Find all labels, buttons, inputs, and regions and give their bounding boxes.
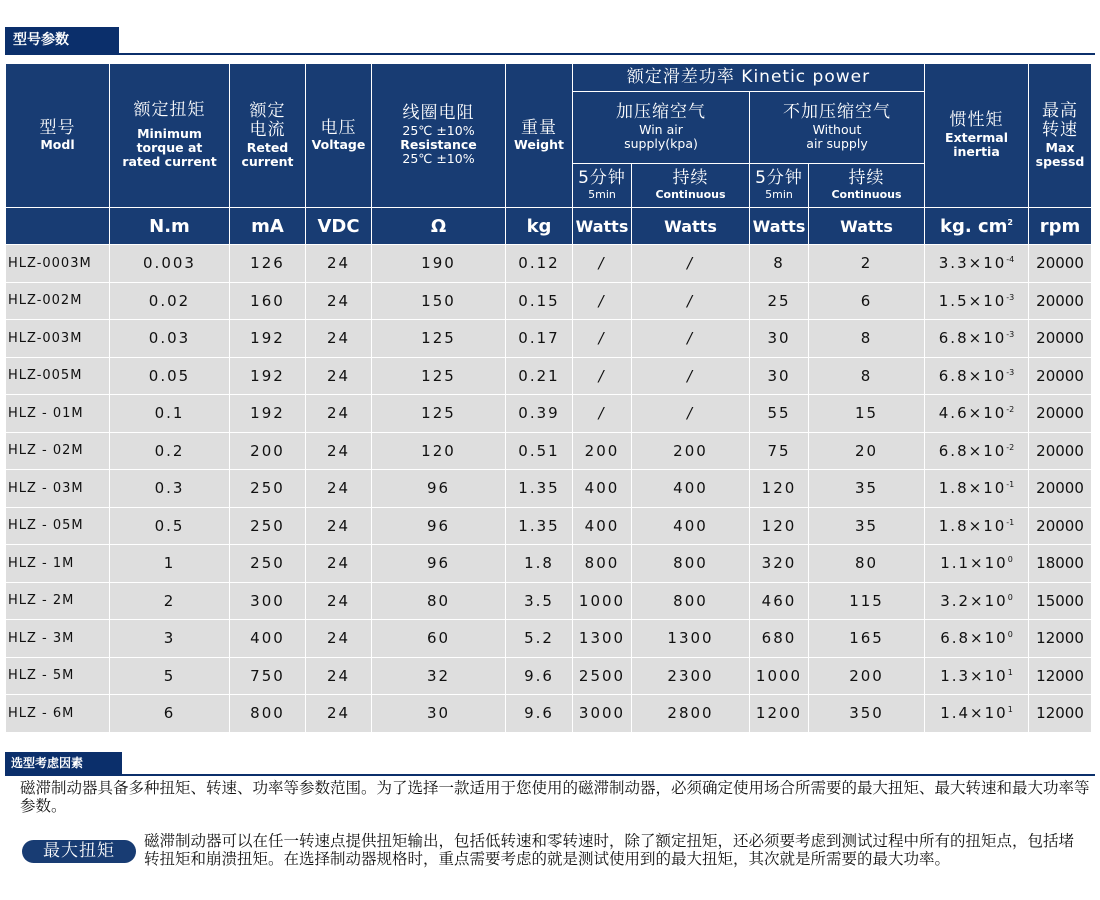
cell-torque: 0.03 bbox=[110, 320, 230, 358]
cell-continuous-air: 2800 bbox=[632, 695, 750, 733]
table-row bbox=[6, 582, 1092, 620]
cell-weight: 0.51 bbox=[506, 432, 573, 470]
cell-torque: 0.003 bbox=[110, 245, 230, 283]
table-row bbox=[6, 657, 1092, 695]
table-row bbox=[6, 545, 1092, 583]
cell-continuous-air: / bbox=[632, 357, 750, 395]
units-row bbox=[6, 208, 1092, 245]
cell-current: 250 bbox=[230, 507, 306, 545]
cell-resistance: 190 bbox=[372, 245, 506, 283]
cell-voltage: 24 bbox=[306, 245, 372, 283]
cell-5min-air: 3000 bbox=[573, 695, 632, 733]
cell-model: HLZ - 6M bbox=[6, 695, 110, 733]
cell-weight: 0.15 bbox=[506, 282, 573, 320]
cell-current: 300 bbox=[230, 582, 306, 620]
cell-5min-noair: 1200 bbox=[750, 695, 809, 733]
unit-inertia: kg. $cm^2$ bbox=[925, 208, 1029, 245]
table-row bbox=[6, 695, 1092, 733]
cell-max-speed: 20000 bbox=[1029, 245, 1092, 283]
cell-weight: 1.35 bbox=[506, 470, 573, 508]
header-max-speed: 最高 转速 Max spessd bbox=[1029, 64, 1092, 208]
cell-continuous-air: 800 bbox=[632, 545, 750, 583]
cell-torque: 0.1 bbox=[110, 395, 230, 433]
cell-continuous-air: 400 bbox=[632, 470, 750, 508]
cell-5min-noair: 30 bbox=[750, 320, 809, 358]
cell-resistance: 96 bbox=[372, 507, 506, 545]
cell-5min-air: 2500 bbox=[573, 657, 632, 695]
section-divider bbox=[5, 53, 1095, 55]
table-row bbox=[6, 320, 1092, 358]
cell-5min-air: / bbox=[573, 320, 632, 358]
cell-5min-air: / bbox=[573, 245, 632, 283]
cell-5min-noair: 460 bbox=[750, 582, 809, 620]
cell-max-speed: 20000 bbox=[1029, 432, 1092, 470]
table-row bbox=[6, 507, 1092, 545]
cell-current: 750 bbox=[230, 657, 306, 695]
cell-current: 400 bbox=[230, 620, 306, 658]
cell-5min-noair: 25 bbox=[750, 282, 809, 320]
cell-model: HLZ - 3M bbox=[6, 620, 110, 658]
table-row bbox=[6, 357, 1092, 395]
cell-model: HLZ - 03M bbox=[6, 470, 110, 508]
cell-weight: 1.35 bbox=[506, 507, 573, 545]
intro-paragraph: 磁滞制动器具备多种扭矩、转速、功率等参数范围。为了选择一款适用于您使用的磁滞制动器，必须确定使用场合所需要的最大扭矩、最大转速和最大功率等参数。 bbox=[20, 779, 1090, 815]
header-5min-noair: 5分钟 5min bbox=[750, 164, 809, 208]
cell-voltage: 24 bbox=[306, 395, 372, 433]
cell-5min-air: 800 bbox=[573, 545, 632, 583]
header-continuous-air: 持续 Continuous bbox=[632, 164, 750, 208]
cell-continuous-air: / bbox=[632, 282, 750, 320]
cell-resistance: 96 bbox=[372, 545, 506, 583]
header-torque: 额定扭矩 Minimum torque at rated current bbox=[110, 64, 230, 208]
cell-inertia: $6.8\times 10^{-3}$ bbox=[925, 357, 1029, 395]
cell-max-speed: 20000 bbox=[1029, 357, 1092, 395]
cell-inertia: $6.8\times 10^{-3}$ bbox=[925, 320, 1029, 358]
cell-resistance: 125 bbox=[372, 395, 506, 433]
header-current: 额定 电流 Reted current bbox=[230, 64, 306, 208]
cell-model: HLZ-005M bbox=[6, 357, 110, 395]
cell-continuous-air: / bbox=[632, 245, 750, 283]
cell-model: HLZ - 02M bbox=[6, 432, 110, 470]
cell-continuous-noair: 8 bbox=[809, 357, 925, 395]
cell-continuous-air: 800 bbox=[632, 582, 750, 620]
cell-continuous-noair: 6 bbox=[809, 282, 925, 320]
cell-voltage: 24 bbox=[306, 282, 372, 320]
cell-weight: 0.21 bbox=[506, 357, 573, 395]
cell-max-speed: 15000 bbox=[1029, 582, 1092, 620]
cell-max-speed: 18000 bbox=[1029, 545, 1092, 583]
cell-torque: 0.2 bbox=[110, 432, 230, 470]
cell-5min-noair: 120 bbox=[750, 507, 809, 545]
header-inertia: 惯性矩 Extermal inertia bbox=[925, 64, 1029, 208]
cell-current: 192 bbox=[230, 320, 306, 358]
cell-inertia: $1.3\times 10^1$ bbox=[925, 657, 1029, 695]
cell-inertia: $6.8\times 10^0$ bbox=[925, 620, 1029, 658]
cell-weight: 9.6 bbox=[506, 657, 573, 695]
cell-max-speed: 20000 bbox=[1029, 282, 1092, 320]
cell-inertia: $3.3\times 10^{-4}$ bbox=[925, 245, 1029, 283]
cell-current: 250 bbox=[230, 545, 306, 583]
cell-torque: 1 bbox=[110, 545, 230, 583]
cell-torque: 0.02 bbox=[110, 282, 230, 320]
cell-continuous-air: 400 bbox=[632, 507, 750, 545]
unit-watts: Watts bbox=[632, 208, 750, 245]
cell-torque: 6 bbox=[110, 695, 230, 733]
cell-5min-noair: 120 bbox=[750, 470, 809, 508]
cell-continuous-noair: 350 bbox=[809, 695, 925, 733]
cell-model: HLZ - 01M bbox=[6, 395, 110, 433]
cell-inertia: $1.5\times 10^{-3}$ bbox=[925, 282, 1029, 320]
cell-torque: 3 bbox=[110, 620, 230, 658]
cell-continuous-air: 1300 bbox=[632, 620, 750, 658]
cell-5min-noair: 75 bbox=[750, 432, 809, 470]
cell-5min-noair: 320 bbox=[750, 545, 809, 583]
cell-continuous-noair: 35 bbox=[809, 507, 925, 545]
cell-torque: 0.5 bbox=[110, 507, 230, 545]
cell-continuous-air: / bbox=[632, 395, 750, 433]
cell-model: HLZ-0003M bbox=[6, 245, 110, 283]
cell-torque: 0.05 bbox=[110, 357, 230, 395]
cell-model: HLZ-002M bbox=[6, 282, 110, 320]
unit-watts: Watts bbox=[809, 208, 925, 245]
cell-continuous-noair: 35 bbox=[809, 470, 925, 508]
cell-resistance: 150 bbox=[372, 282, 506, 320]
cell-5min-air: / bbox=[573, 357, 632, 395]
cell-current: 800 bbox=[230, 695, 306, 733]
table-row bbox=[6, 282, 1092, 320]
cell-resistance: 60 bbox=[372, 620, 506, 658]
section-title-model-params: 型号参数 bbox=[5, 27, 119, 53]
cell-continuous-noair: 20 bbox=[809, 432, 925, 470]
unit-torque: N.m bbox=[110, 208, 230, 245]
cell-voltage: 24 bbox=[306, 545, 372, 583]
cell-weight: 3.5 bbox=[506, 582, 573, 620]
cell-max-speed: 12000 bbox=[1029, 695, 1092, 733]
cell-voltage: 24 bbox=[306, 582, 372, 620]
cell-5min-noair: 30 bbox=[750, 357, 809, 395]
cell-5min-air: 200 bbox=[573, 432, 632, 470]
unit-resistance: Ω bbox=[372, 208, 506, 245]
cell-inertia: $6.8\times 10^{-2}$ bbox=[925, 432, 1029, 470]
cell-resistance: 120 bbox=[372, 432, 506, 470]
cell-resistance: 125 bbox=[372, 357, 506, 395]
cell-weight: 9.6 bbox=[506, 695, 573, 733]
unit-current: mA bbox=[230, 208, 306, 245]
cell-continuous-air: / bbox=[632, 320, 750, 358]
header-voltage: 电压 Voltage bbox=[306, 64, 372, 208]
cell-voltage: 24 bbox=[306, 470, 372, 508]
cell-continuous-air: 2300 bbox=[632, 657, 750, 695]
header-model: 型号 Modl bbox=[6, 64, 110, 208]
cell-resistance: 30 bbox=[372, 695, 506, 733]
cell-resistance: 96 bbox=[372, 470, 506, 508]
cell-max-speed: 20000 bbox=[1029, 395, 1092, 433]
table-row bbox=[6, 470, 1092, 508]
cell-continuous-noair: 200 bbox=[809, 657, 925, 695]
cell-torque: 0.3 bbox=[110, 470, 230, 508]
cell-5min-air: 400 bbox=[573, 507, 632, 545]
cell-weight: 5.2 bbox=[506, 620, 573, 658]
cell-max-speed: 20000 bbox=[1029, 320, 1092, 358]
cell-model: HLZ-003M bbox=[6, 320, 110, 358]
cell-continuous-noair: 2 bbox=[809, 245, 925, 283]
table-row bbox=[6, 245, 1092, 283]
cell-current: 126 bbox=[230, 245, 306, 283]
cell-model: HLZ - 1M bbox=[6, 545, 110, 583]
cell-weight: 0.39 bbox=[506, 395, 573, 433]
cell-torque: 2 bbox=[110, 582, 230, 620]
unit-watts: Watts bbox=[573, 208, 632, 245]
cell-inertia: $1.4\times 10^1$ bbox=[925, 695, 1029, 733]
cell-inertia: $4.6\times 10^{-2}$ bbox=[925, 395, 1029, 433]
cell-weight: 0.12 bbox=[506, 245, 573, 283]
cell-max-speed: 20000 bbox=[1029, 470, 1092, 508]
cell-voltage: 24 bbox=[306, 357, 372, 395]
cell-5min-noair: 8 bbox=[750, 245, 809, 283]
cell-5min-noair: 680 bbox=[750, 620, 809, 658]
cell-continuous-noair: 8 bbox=[809, 320, 925, 358]
header-with-air: 加压缩空气 Win air supply(kpa) bbox=[573, 92, 750, 164]
unit-model-blank bbox=[6, 208, 110, 245]
cell-resistance: 80 bbox=[372, 582, 506, 620]
cell-model: HLZ - 05M bbox=[6, 507, 110, 545]
cell-5min-air: / bbox=[573, 395, 632, 433]
unit-voltage: VDC bbox=[306, 208, 372, 245]
cell-voltage: 24 bbox=[306, 507, 372, 545]
cell-continuous-noair: 115 bbox=[809, 582, 925, 620]
cell-continuous-noair: 165 bbox=[809, 620, 925, 658]
cell-5min-air: 400 bbox=[573, 470, 632, 508]
cell-current: 192 bbox=[230, 395, 306, 433]
cell-5min-noair: 1000 bbox=[750, 657, 809, 695]
cell-5min-air: 1300 bbox=[573, 620, 632, 658]
cell-5min-air: / bbox=[573, 282, 632, 320]
table-row bbox=[6, 620, 1092, 658]
cell-continuous-air: 200 bbox=[632, 432, 750, 470]
cell-continuous-noair: 80 bbox=[809, 545, 925, 583]
cell-resistance: 125 bbox=[372, 320, 506, 358]
cell-model: HLZ - 5M bbox=[6, 657, 110, 695]
unit-weight: kg bbox=[506, 208, 573, 245]
cell-resistance: 32 bbox=[372, 657, 506, 695]
cell-5min-noair: 55 bbox=[750, 395, 809, 433]
table-row bbox=[6, 432, 1092, 470]
cell-voltage: 24 bbox=[306, 432, 372, 470]
cell-voltage: 24 bbox=[306, 657, 372, 695]
header-5min-air: 5分钟 5min bbox=[573, 164, 632, 208]
spec-table bbox=[5, 63, 1092, 733]
cell-max-speed: 12000 bbox=[1029, 657, 1092, 695]
cell-continuous-noair: 15 bbox=[809, 395, 925, 433]
table-row bbox=[6, 395, 1092, 433]
cell-inertia: $1.8\times 10^{-1}$ bbox=[925, 470, 1029, 508]
cell-current: 160 bbox=[230, 282, 306, 320]
unit-speed: rpm bbox=[1029, 208, 1092, 245]
cell-5min-air: 1000 bbox=[573, 582, 632, 620]
cell-voltage: 24 bbox=[306, 320, 372, 358]
cell-current: 250 bbox=[230, 470, 306, 508]
header-weight: 重量 Weight bbox=[506, 64, 573, 208]
max-torque-badge: 最大扭矩 bbox=[22, 840, 136, 863]
cell-current: 192 bbox=[230, 357, 306, 395]
section-title-selection-factors: 选型考虑因素 bbox=[5, 752, 122, 774]
header-continuous-noair: 持续 Continuous bbox=[809, 164, 925, 208]
cell-current: 200 bbox=[230, 432, 306, 470]
max-torque-paragraph: 磁滞制动器可以在任一转速点提供扭矩输出，包括低转速和零转速时，除了额定扭矩，还必须要考虑到测试过程中所有的扭矩点，包括堵转扭矩和崩溃扭矩。在选择制动器规格时，重点需要考虑的就是测试使用到的最大扭矩，其次就是所需要的最大功率。 bbox=[144, 832, 1075, 868]
cell-max-speed: 20000 bbox=[1029, 507, 1092, 545]
cell-inertia: $1.8\times 10^{-1}$ bbox=[925, 507, 1029, 545]
header-without-air: 不加压缩空气 Without air supply bbox=[750, 92, 925, 164]
section-divider bbox=[5, 774, 1095, 776]
header-resistance: 线圈电阻 25℃ ±10% Resistance 25℃ ±10% bbox=[372, 64, 506, 208]
cell-inertia: $1.1\times 10^0$ bbox=[925, 545, 1029, 583]
header-kinetic-power: 额定滑差功率 Kinetic power bbox=[573, 64, 925, 92]
cell-voltage: 24 bbox=[306, 620, 372, 658]
cell-weight: 0.17 bbox=[506, 320, 573, 358]
cell-weight: 1.8 bbox=[506, 545, 573, 583]
cell-model: HLZ - 2M bbox=[6, 582, 110, 620]
cell-inertia: $3.2\times 10^0$ bbox=[925, 582, 1029, 620]
cell-max-speed: 12000 bbox=[1029, 620, 1092, 658]
cell-torque: 5 bbox=[110, 657, 230, 695]
cell-voltage: 24 bbox=[306, 695, 372, 733]
unit-watts: Watts bbox=[750, 208, 809, 245]
